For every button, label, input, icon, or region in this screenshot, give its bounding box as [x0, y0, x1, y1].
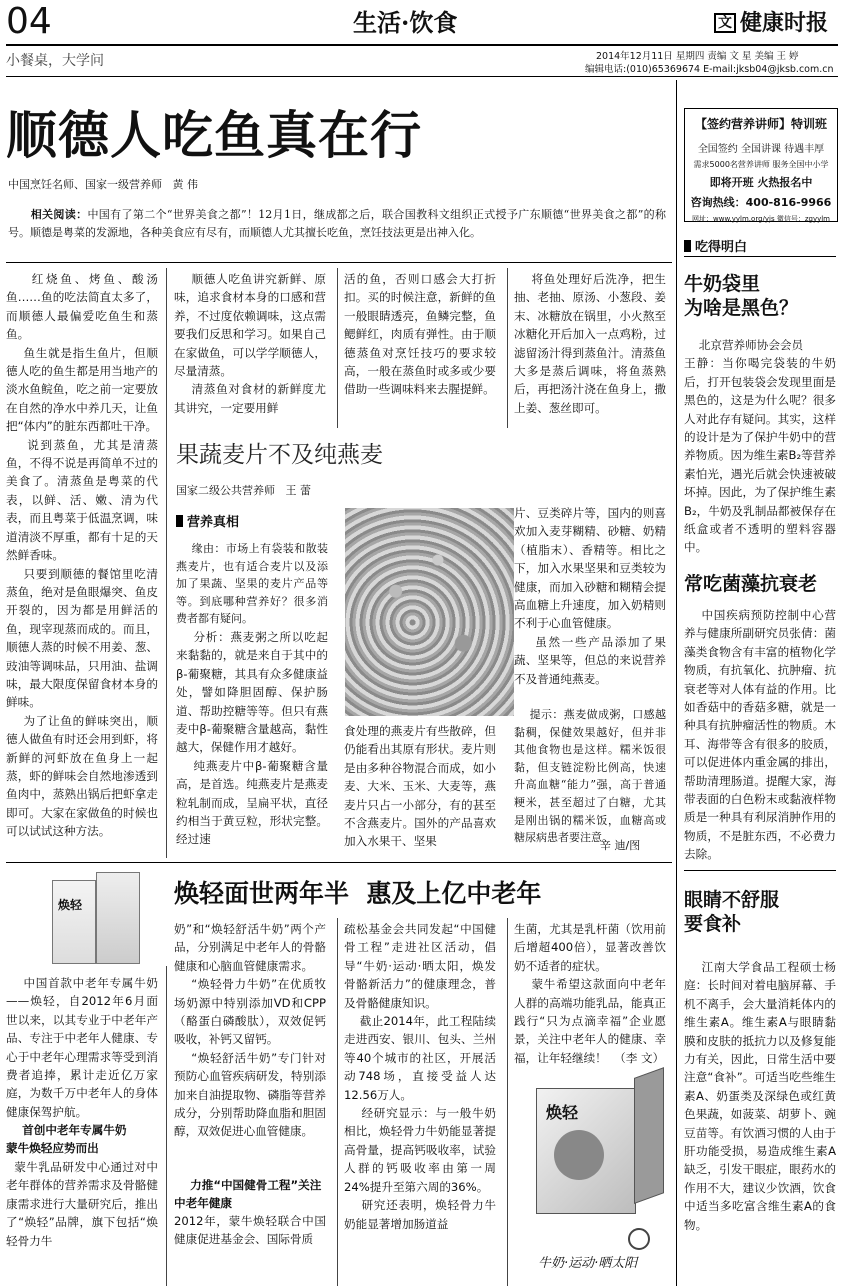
promo-col-2b: 2012年，蒙牛焕轻联合中国健康促进基金会、国际骨质 [174, 1214, 326, 1247]
contact-line: 编辑电话:(010)65369674 E-mail:jksb04@jksb.com.cn [585, 64, 834, 75]
oats-photo [345, 508, 514, 716]
newspaper-logo [714, 10, 828, 36]
promo-title: 焕轻面世两年半 惠及上亿中老年 [174, 879, 542, 908]
slogan: 牛奶·运动·晒太阳 [538, 1256, 638, 1271]
oats-col-a: 分析：燕麦粥之所以吃起来黏黏的，就是来自于其中的β-葡聚糖，其具有众多健康益处，譬如降胆固醇、保护肠道、帮助控糖等等。但只有燕麦中β-葡聚糖含量越高，黏性越大，保健作用才越好。 纯燕麦片中β-葡聚糖含量高，是首选。纯燕麦片是燕麦粒轧制而成，呈扁平状，直径约相当于黄豆粒，形状完整。经过速 [176, 630, 328, 847]
col-divider [166, 966, 167, 1286]
q2-body: 中国疾病预防控制中心营养与健康所副研究员张倩：菌藻类食物含有丰富的植物化学物质，有抗氧化、抗肿瘤、抗衰老等对人体有益的作用。比如香菇中的香菇多糖，就是一种具有抗肿瘤活性的物质。木耳、海带等含有很多的胶质，可以促进体内重金属的排出，帮助清理肠道。提醒大家，海带表面的白色粉末或黏液样物质是一种具有利尿消肿作用的物质，不是脏东西，不必费力去除。 [684, 608, 836, 862]
oats-col-c: 片、豆类碎片等，国内的则喜欢加入麦芽糊精、砂糖、奶精（植脂末）、香精等。相比之下，加入水果坚果和豆类较为健康，而加入砂糖和糊精会提高血糖上升速度，加入奶精则不利于心血管健康。 虽然一些产品添加了果蔬、坚果等，但总的来说营养不及普通纯燕麦。 [514, 506, 666, 686]
promo-col-2: 奶”和“焕轻舒活牛奶”两个产品，分别满足中老年人的骨骼健康和心脑血管健康需求。 “焕轻骨力牛奶”在优质牧场奶源中特别添加VD和CPP（酪蛋白磷酸肽），双效促钙吸收，补钙又留钙。 “焕轻舒活牛奶”专门针对预防心血管疾病研发，特别添加来自油提取物、磷脂等营养成分，分别帮助降血脂和胆固醇，双效促进心血管健康。 [174, 922, 327, 1139]
product-box [536, 1078, 664, 1214]
sidebar-rule [684, 256, 836, 257]
ad-line-4: 咨询热线：400-816-9966 [690, 196, 832, 209]
oats-box-label: 营养真相 [176, 511, 239, 530]
milk-carton [52, 872, 140, 964]
col-divider [507, 268, 508, 428]
date-line: 2014年12月11日 星期四 责编 文 星 美编 王 婷 [596, 51, 799, 62]
header-rule [6, 44, 838, 46]
lead-col-4: 将鱼处理好后洗净，把生抽、老抽、原汤、小葱段、姜末、冰糖放在锅里，小火熬至冰糖化开后加入一点鸡粉，过滤留汤汁得到蒸鱼汁。清蒸鱼大多是蒸后调味，将鱼蒸熟后，再把汤汁浇在鱼身上，撒上姜、葱丝即可。 [514, 272, 666, 415]
col-divider [337, 268, 338, 428]
box-portrait [554, 1130, 604, 1180]
oats-title: 果蔬麦片不及纯燕麦 [176, 442, 383, 468]
page-number: 04 [6, 1, 52, 42]
col-divider [166, 268, 167, 858]
ad-web: 网址：www.yylm.org/yjs 微信号：zgyylm [692, 215, 830, 223]
ad-line-3: 即将开班 火热报名中 [709, 176, 813, 189]
q3-title: 眼睛不舒服 要食补 [684, 889, 780, 935]
lead-col-1: 红烧鱼、烤鱼、酸汤鱼……鱼的吃法简直太多了，而顺德人最偏爱吃鱼生和蒸鱼。 鱼生就是指生鱼片，但顺德人吃的鱼生都是用当地产的淡水鱼鲩鱼，吃之前一定要放在自然的净水中养几天，让鱼把“体内”的脏东西都吐干净。 说到蒸鱼，尤其是清蒸鱼，不得不说是再简单不过的美食了。清蒸鱼是粤菜的代表，以鲜、活、嫩、清为代表，而且粤菜于低温烹调，味道清淡不厚重，都有十足的天然鲜香味。 只要到顺德的餐馆里吃清蒸鱼，绝对是鱼眼爆突、鱼皮开裂的，因为都是用鲜活的鱼，现宰现蒸而成的。而且，顺德人蒸的时候不用姜、葱、豉油等调味品，只用油、盐调味，最大限度保留食材本身的鲜味。 为了让鱼的鲜味突出，顺德人做鱼有时还会用到虾，将新鲜的河虾放在鱼身上一起蒸，虾的鲜味会自然地渗透到鱼肉中，蒸熟出锅后把虾拿走即可。大家在家做鱼的时候也可以试试这种方法。 [6, 272, 158, 839]
box-label: 焕轻 [546, 1103, 579, 1122]
carton-label: 焕轻 [58, 898, 83, 912]
sun-icon [628, 1228, 650, 1250]
logo-text: 健康时报 [740, 10, 829, 36]
logo-mark: 文 [714, 13, 736, 33]
ad-box [684, 108, 838, 222]
promo-col-2-sub: 力推“中国健骨工程”关注中老年健康 [174, 1178, 322, 1211]
sidebar-rule [684, 870, 836, 871]
promo-col-1-sub2: 蒙牛焕轻应势而出 [6, 1141, 99, 1155]
promo-col-4: 生菌，尤其是乳杆菌（饮用前后增超400倍），显著改善饮奶不适者的症状。 蒙牛希望这款面向中老年人群的高端功能乳品，能真正践行“只为点滴幸福”企业愿景，关注中老年人的健康、幸福，让年轻继续！ （李 文） [514, 922, 666, 1065]
intro-text: 中国有了第二个“世界美食之都”！12月1日，继成都之后，联合国教科文组织正式授予广东顺德“世界美食之都”的称号。顺德是粤菜的发源地，各种美食应有尽有，而顺德人尤其擅长吃鱼，烹饪技法更是出神入化。 [8, 208, 667, 239]
promo-col-3: 疏松基金会共同发起“中国健骨工程”走进社区活动，倡导“牛奶·运动·晒太阳，焕发骨骼新活力”的健康理念，普及骨骼健康知识。 截止2014年，此工程陆续走进西安、银川、包头、兰州等40个城市的社区，开展活动748场，直接受益人达12.56万人。 经研究显示：与一般牛奶相比，焕轻骨力牛奶能显著提高骨量，提高钙吸收率，试验人群的钙吸收率由第一周24%提升至第六周的36%。 研究还表明，焕轻骨力牛奶能显著增加肠道益 [344, 922, 496, 1231]
lead-title: 顺德人吃鱼真在行 [6, 106, 423, 166]
q3-body: 江南大学食品工程硕士杨庭：长时间对着电脑屏幕、手机不离手，会大量消耗体内的维生素A。维生素A与眼睛黏膜和皮肤的抵抗力以及修复能力有关，因此，日常生活中要注意“食补”。可适当吃些维生素A、奶蛋类及深绿色或红黄色果蔬，如菠菜、胡萝卜、豌豆苗等。有饮酒习惯的人由于肝功能受损，易造成维生素A缺乏，引发干眼症，眼药水的作用不大，建议少饮酒，饮食中适当多吃富含维生素A的食物。 [684, 960, 836, 1232]
box-side [634, 1067, 664, 1204]
oats-col-b: 食处理的燕麦片有些散碎，但仍能看出其原有形状。麦片则是由多种谷物混合而成，如小麦、大米、玉米、大麦等，燕麦片只占一小部分，有的甚至不含燕麦片。国外的产品喜欢加入水果干、坚果 [344, 724, 496, 849]
q1-body: 北京营养师协会会员 王静：当你喝完袋装的牛奶后，打开包装袋会发现里面是黑色的，这是为什么呢？很多人对此存有疑问。其实，这样的设计是为了保护牛奶中的营养物质。因为维生素B₂等营养素怕光，遇光后就会快速被破坏掉。因此，为了保护维生素B₂，牛奶及乳制品都被保存在纸盒或者不透明的塑料容器中。 [684, 338, 836, 555]
oats-byline: 国家二级公共营养师 王 蕾 [176, 484, 311, 497]
col-divider [507, 918, 508, 1286]
sidebar-section: 吃得明白 [684, 236, 747, 255]
oats-col-a-quote: 缘由：市场上有袋装和散装燕麦片，也有适合麦片以及添加了果蔬、坚果的麦片产品等等。到底哪种营养好？很多消费者都有疑问。 [176, 542, 328, 626]
promo-col-1-sub: 首创中老年专属牛奶 [6, 1123, 127, 1137]
intro-rule [6, 262, 672, 263]
lead-byline: 中国烹饪名师、国家一级营养师 黄 伟 [8, 178, 198, 191]
column-subtitle: 小餐桌，大学问 [6, 53, 104, 69]
oats-col-c-tip: 提示：燕麦做成粥，口感越黏稠，保健效果越好，但并非其他食物也是这样。糯米饭很黏，但支链淀粉比例高，快速升高血糖“能力”强，高于普通粳米，甚至超过了白糖，尤其是刚出锅的糯米饭，血糖高或糖尿病患者要注意。 [514, 708, 666, 845]
lead-intro [8, 206, 666, 241]
section-rule [6, 862, 672, 863]
header-rule-2 [6, 76, 838, 77]
q1-title: 牛奶袋里 为啥是黑色？ [684, 273, 799, 319]
promo-col-1: 中国首款中老年专属牛奶——焕轻，自2012年6月面世以来，以其专业于中老年产品、专注于中老年人健康、专心于中老年心理需求等受到消费者追捧，累计走近亿万家庭，为数千万中老年人的身体健康保驾护航。 [6, 976, 158, 1119]
ad-title: 【签约营养讲师】特训班 [694, 117, 827, 131]
sidebar-divider [676, 80, 677, 1286]
section-title: 生活·饮食 [353, 8, 458, 37]
carton-back [96, 872, 140, 964]
photo-credit: 辛 迪/图 [600, 839, 641, 852]
ad-line-1: 全国签约 全国讲课 待遇丰厚 [697, 144, 825, 155]
q2-title: 常吃菌藻抗衰老 [684, 573, 818, 595]
intro-label: 相关阅读： [30, 208, 88, 221]
lead-col-2: 顺德人吃鱼讲究新鲜、原味，追求食材本身的口感和营养，不过度依赖调味，这点需要我们反思和学习。如果自己在家做鱼，可以学学顺德人，尽量清蒸。 清蒸鱼对食材的新鲜度尤其讲究，一定要用鲜 [174, 272, 326, 415]
lead-col-3: 活的鱼，否则口感会大打折扣。买的时候注意，新鲜的鱼一般眼睛透亮，鱼鳞完整，鱼鳃鲜红，肉质有弹性。由于顺德蒸鱼对烹饪技巧的要求较高，一般在蒸鱼时或多或少要借助一些调味料来去腥提鲜。 [344, 272, 496, 397]
ad-line-2: 需求5000名营养讲师 服务全国中小学 [693, 160, 829, 169]
promo-col-1b: 蒙牛乳品研发中心通过对中老年群体的营养需求及骨骼健康需求进行大量研究后，推出了“焕轻”品牌，旗下包括“焕轻骨力牛 [6, 1160, 158, 1248]
col-divider [337, 918, 338, 1286]
carton-front [52, 880, 96, 964]
